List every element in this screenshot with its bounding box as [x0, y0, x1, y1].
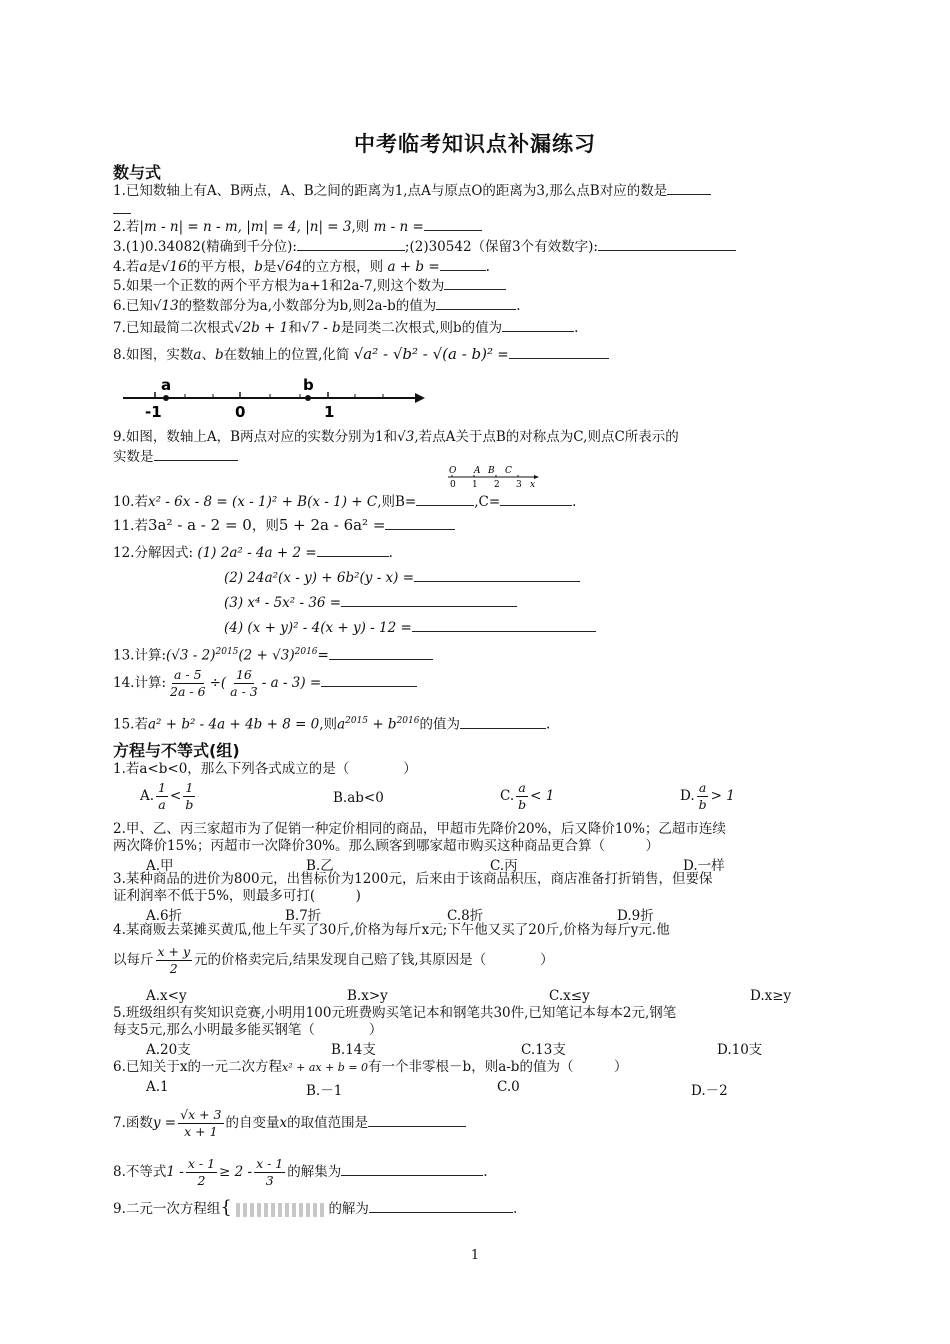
answer-blank — [329, 646, 433, 660]
answer-blank — [341, 1162, 483, 1176]
svg-text:B: B — [488, 466, 495, 476]
svg-text:O: O — [449, 466, 457, 476]
question-12: 12.分解因式: (1) 2a² - 4a + 2 = . — [113, 545, 393, 561]
problem-3-continued: 证利润率不低于5%，则最多可打( ) — [113, 888, 361, 904]
problem-6-option-c: C.0 — [497, 1079, 520, 1095]
answer-blank — [385, 516, 455, 530]
number-line-figure-2 — [444, 464, 544, 490]
section-heading-numbers: 数与式 — [113, 163, 162, 182]
question-11: 11.若3a² - a - 2 = 0，则5 + 2a - 6a² = — [113, 516, 455, 535]
problem-5-option-d: D.10支 — [717, 1042, 763, 1058]
problem-1-option-b: B.ab<0 — [333, 790, 384, 806]
label-a: a — [161, 376, 172, 394]
answer-blank — [321, 673, 417, 687]
page-title: 中考临考知识点补漏练习 — [354, 132, 596, 156]
answer-blank — [509, 345, 609, 359]
number-line-figure-1 — [115, 374, 425, 420]
answer-blank — [460, 715, 546, 729]
point-b — [305, 395, 311, 401]
svg-text:x: x — [530, 480, 536, 490]
svg-text:A: A — [474, 466, 481, 476]
answer-blank — [369, 1199, 513, 1213]
answer-blank — [368, 1113, 466, 1127]
question-12-part-4: (4) (x + y)² - 4(x + y) - 12 = — [224, 618, 596, 637]
problem-6: 6.已知关于x的一元二次方程x² + ax + b = 0有一个非零根－b，则a-b的值为（ ） — [113, 1059, 628, 1075]
tick-label-1: 1 — [324, 403, 335, 420]
problem-3-option-d: D.9折 — [617, 908, 654, 924]
answer-blank — [598, 237, 736, 251]
problem-3-option-a: A.6折 — [146, 908, 183, 924]
problem-1: 1.若a<b<0，那么下列各式成立的是（ ） — [113, 761, 417, 777]
answer-blank — [444, 276, 506, 290]
problem-2-option-c: C.丙 — [490, 858, 518, 874]
question-7: 7.已知最简二次根式√2b + 1和√7 - b是同类二次根式,则b的值为 . — [113, 320, 579, 336]
answer-blank — [667, 181, 711, 195]
point-a — [163, 395, 169, 401]
answer-blank — [436, 296, 516, 310]
problem-3: 3.某种商品的进价为800元，出售标价为1200元，后来由于该商品积压，商店准备打折销售，但要保 — [113, 871, 713, 887]
answer-blank — [317, 543, 389, 557]
answer-blank — [424, 217, 482, 231]
answer-blank — [341, 593, 517, 607]
problem-9: 9.二元一次方程组{ 的解为 . — [113, 1197, 518, 1218]
question-8: 8.如图，实数a、b在数轴上的位置,化简 √a² - √b² - √(a - b)² = — [113, 345, 609, 364]
problem-5: 5.班级组织有奖知识竞赛,小明用100元班费购买笔记本和钢笔共30件,已知笔记本每本2元,钢笔 — [113, 1005, 677, 1021]
question-13: 13.计算:(√3 - $2)^{2015}(2 + √3)^{2016}=$ — [113, 643, 433, 665]
problem-6-option-b: B.－1 — [306, 1083, 343, 1099]
question-2: 2.若|m - n| = n - m, |m| = 4, |n| = 3,则 m - n = — [113, 217, 482, 236]
answer-blank — [500, 492, 572, 506]
equation-system-image — [236, 1203, 324, 1217]
question-12-part-2: (2) 24a²(x - y) + 6b²(y - x) = — [224, 568, 580, 587]
question-6: 6.已知√13的整数部分为a,小数部分为b,则2a-b的值为 . — [113, 298, 521, 314]
answer-blank — [502, 318, 574, 332]
problem-1-option-a: A. $\frac{1}{a}$ < $\frac{1}{b}$ — [140, 780, 194, 812]
answer-blank — [414, 568, 580, 582]
question-1: 1.已知数轴上有A、B两点，A、B之间的距离为1,点A与原点O的距离为3,那么点B对应的数是 — [113, 181, 711, 200]
problem-3-option-c: C.8折 — [447, 908, 484, 924]
problem-4-option-a: A.x<y — [146, 988, 187, 1004]
answer-blank — [154, 447, 238, 461]
problem-2: 2.甲、乙、丙三家超市为了促销一种定价相同的商品，甲超市先降价20%，后又降价10%；乙超市连续 — [113, 821, 726, 837]
svg-text:0: 0 — [450, 480, 456, 490]
svg-text:3: 3 — [516, 480, 522, 490]
problem-1-option-c: C. $\frac{a}{b}$ < 1 — [500, 780, 555, 812]
problem-5-option-b: B.14支 — [331, 1042, 376, 1058]
problem-2-option-b: B.乙 — [306, 858, 334, 874]
question-10: 10.若x² - 6x - 8 = (x - 1)² + B(x - 1) + C,则B= ,C= . — [113, 494, 577, 510]
question-3: 3.(1)0.34082(精确到千分位): ;(2)30542（保留3个有效数字): — [113, 237, 736, 256]
problem-3-option-b: B.7折 — [285, 908, 322, 924]
tick-label-minus-1: -1 — [145, 403, 162, 420]
question-9: 9.如图，数轴上A，B两点对应的实数分别为1和√3,若点A关于点B的对称点为C,则点C所表示的 — [113, 429, 679, 445]
problem-2-continued: 两次降价15%；丙超市一次降价30%。那么顾客到哪家超市购买这种商品更合算（ ） — [113, 838, 660, 854]
answer-blank — [440, 257, 486, 271]
problem-7: 7.函数y = $\frac{√x + 3}{x + 1}$ 的自变量x的取值范围是 — [113, 1102, 466, 1144]
problem-8: 8.不等式1 - $\frac{x - 1}{2}$ ≥ 2 - $\frac{x - 1}{3}$ 的解集为 . — [113, 1156, 488, 1188]
problem-1-option-d: D. $\frac{a}{b}$ > 1 — [680, 780, 735, 812]
section-heading-equations: 方程与不等式(组) — [113, 741, 240, 760]
problem-6-option-d: D.－2 — [691, 1083, 728, 1099]
problem-5-continued: 每支5元,那么小明最多能买钢笔（ ） — [113, 1022, 383, 1038]
question-9-continued: 实数是 — [113, 447, 238, 466]
answer-blank — [416, 492, 474, 506]
problem-4-option-d: D.x≥y — [750, 988, 792, 1004]
problem-2-option-d: D.一样 — [683, 858, 725, 874]
problem-4-option-b: B.x>y — [347, 988, 388, 1004]
answer-blank — [297, 237, 405, 251]
tick-label-0: 0 — [235, 403, 246, 420]
question-5: 5.如果一个正数的两个平方根为a+1和2a-7,则这个数为 — [113, 276, 506, 295]
svg-text:2: 2 — [494, 480, 500, 490]
svg-text:C: C — [505, 466, 512, 476]
question-14: 14.计算: $\frac{a - 5}{2a - 6}$ ÷( $\frac{16}{a - 3}$ - a - 3) = — [113, 666, 417, 700]
label-b: b — [303, 376, 314, 394]
problem-4-continued: 以每斤 $\frac{x + y}{2}$ 元的价格卖完后,结果发现自己赔了钱,其原因是（ ） — [113, 944, 554, 976]
problem-2-option-a: A.甲 — [146, 858, 174, 874]
answer-blank — [113, 200, 131, 214]
question-15: 15.若a² + b² - 4a + 4b + 8 = 0,则$a^{2015} + b^{2016}$的值为 . — [113, 716, 551, 733]
problem-4-option-c: C.x≤y — [549, 988, 590, 1004]
problem-5-option-c: C.13支 — [521, 1042, 566, 1058]
question-12-part-3: (3) x⁴ - 5x² - 36 = — [224, 593, 517, 612]
question-4: 4.若a是√16的平方根，b是√64的立方根，则 a + b = . — [113, 259, 490, 275]
answer-blank — [412, 618, 596, 632]
svg-text:1: 1 — [472, 480, 478, 490]
problem-4: 4.某商贩去菜摊买黄瓜,他上午买了30斤,价格为每斤x元;下午他又买了20斤,价格为每斤y元.他 — [113, 922, 670, 938]
problem-5-option-a: A.20支 — [146, 1042, 191, 1058]
page-number: 1 — [470, 1248, 480, 1263]
problem-6-option-a: A.1 — [146, 1079, 169, 1095]
